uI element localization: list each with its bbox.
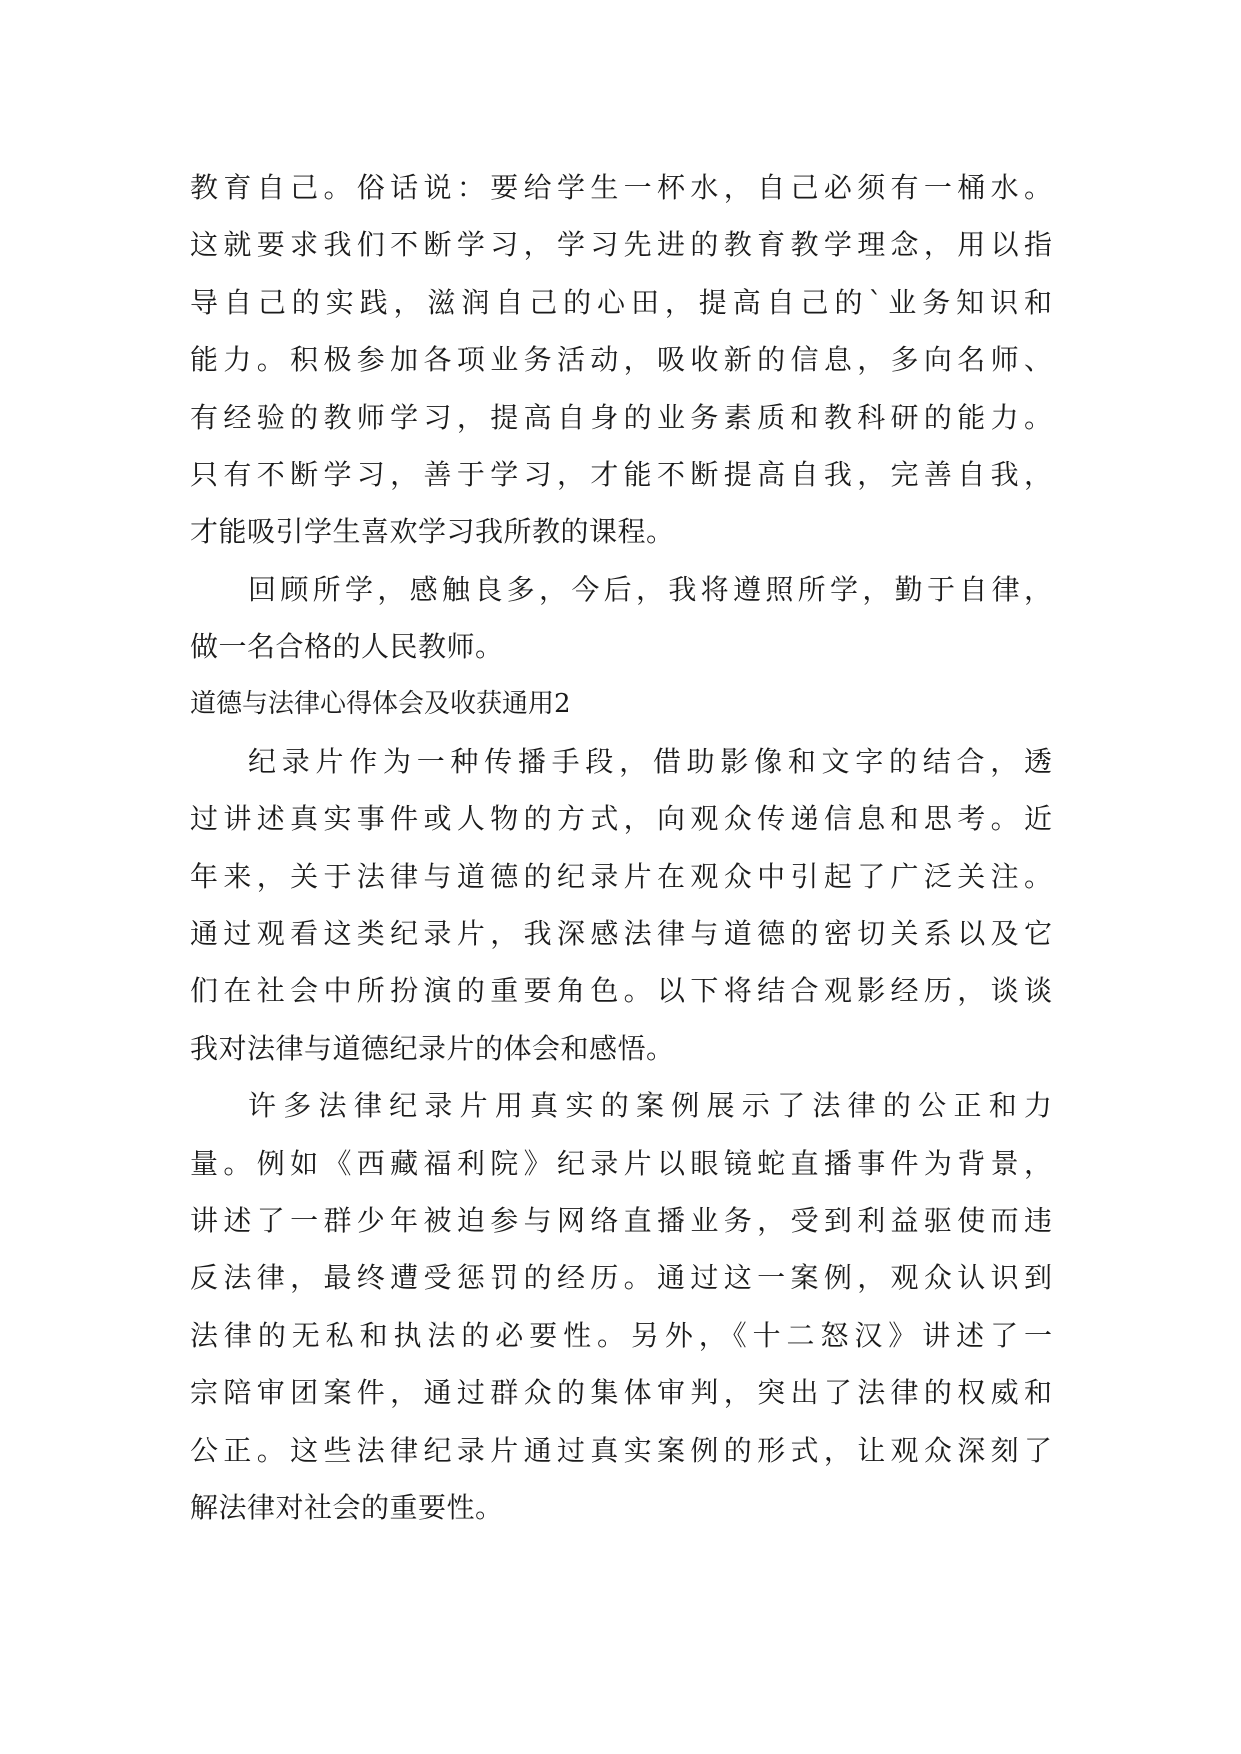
text-line: 回顾所学，感触良多，今后，我将遵照所学，勤于自律， <box>248 572 1052 606</box>
text-line: 年来，关于法律与道德的纪录片在观众中引起了广泛关注。 <box>190 859 1052 893</box>
text-line: 我对法律与道德纪录片的体会和感悟。 <box>190 1031 675 1065</box>
text-line: 法律的无私和执法的必要性。另外，《十二怒汉》讲述了一 <box>190 1318 1052 1352</box>
text-line: 量。例如《西藏福利院》纪录片以眼镜蛇直播事件为背景， <box>190 1146 1052 1180</box>
text-line: 只有不断学习，善于学习，才能不断提高自我，完善自我， <box>190 457 1052 491</box>
section-heading: 道德与法律心得体会及收获通用2 <box>190 688 571 719</box>
text-line: 过讲述真实事件或人物的方式，向观众传递信息和思考。近 <box>190 802 1052 836</box>
text-line: 能力。积极参加各项业务活动，吸收新的信息，多向名师、 <box>190 343 1052 377</box>
text-line: 通过观看这类纪录片，我深感法律与道德的密切关系以及它 <box>190 917 1052 951</box>
text-line: 这就要求我们不断学习，学习先进的教育教学理念，用以指 <box>190 228 1052 262</box>
text-line: 解法律对社会的重要性。 <box>190 1490 504 1524</box>
text-line: 导自己的实践，滋润自己的心田，提高自己的`业务知识和 <box>190 285 1052 319</box>
document-body <box>190 159 1052 1536</box>
paragraph-1 <box>190 159 1052 561</box>
text-line: 有经验的教师学习，提高自身的业务素质和教科研的能力。 <box>190 400 1052 434</box>
text-line: 教育自己。俗话说：要给学生一杯水，自己必须有一桶水。 <box>190 171 1052 204</box>
text-line: 们在社会中所扮演的重要角色。以下将结合观影经历，谈谈 <box>190 974 1052 1008</box>
paragraph-4 <box>190 1077 1052 1536</box>
text-line: 讲述了一群少年被迫参与网络直播业务，受到利益驱使而违 <box>190 1204 1052 1238</box>
text-line: 纪录片作为一种传播手段，借助影像和文字的结合，透 <box>248 744 1052 778</box>
text-line: 公正。这些法律纪录片通过真实案例的形式，让观众深刻了 <box>190 1433 1052 1467</box>
text-line: 宗陪审团案件，通过群众的集体审判，突出了法律的权威和 <box>190 1376 1052 1410</box>
text-line: 才能吸引学生喜欢学习我所教的课程。 <box>190 515 675 549</box>
paragraph-2 <box>190 561 1052 676</box>
text-line: 许多法律纪录片用真实的案例展示了法律的公正和力 <box>248 1089 1052 1123</box>
text-line: 做一名合格的人民教师。 <box>190 630 504 664</box>
paragraph-3 <box>190 733 1052 1077</box>
text-line: 反法律，最终遭受惩罚的经历。通过这一案例，观众认识到 <box>190 1261 1052 1295</box>
